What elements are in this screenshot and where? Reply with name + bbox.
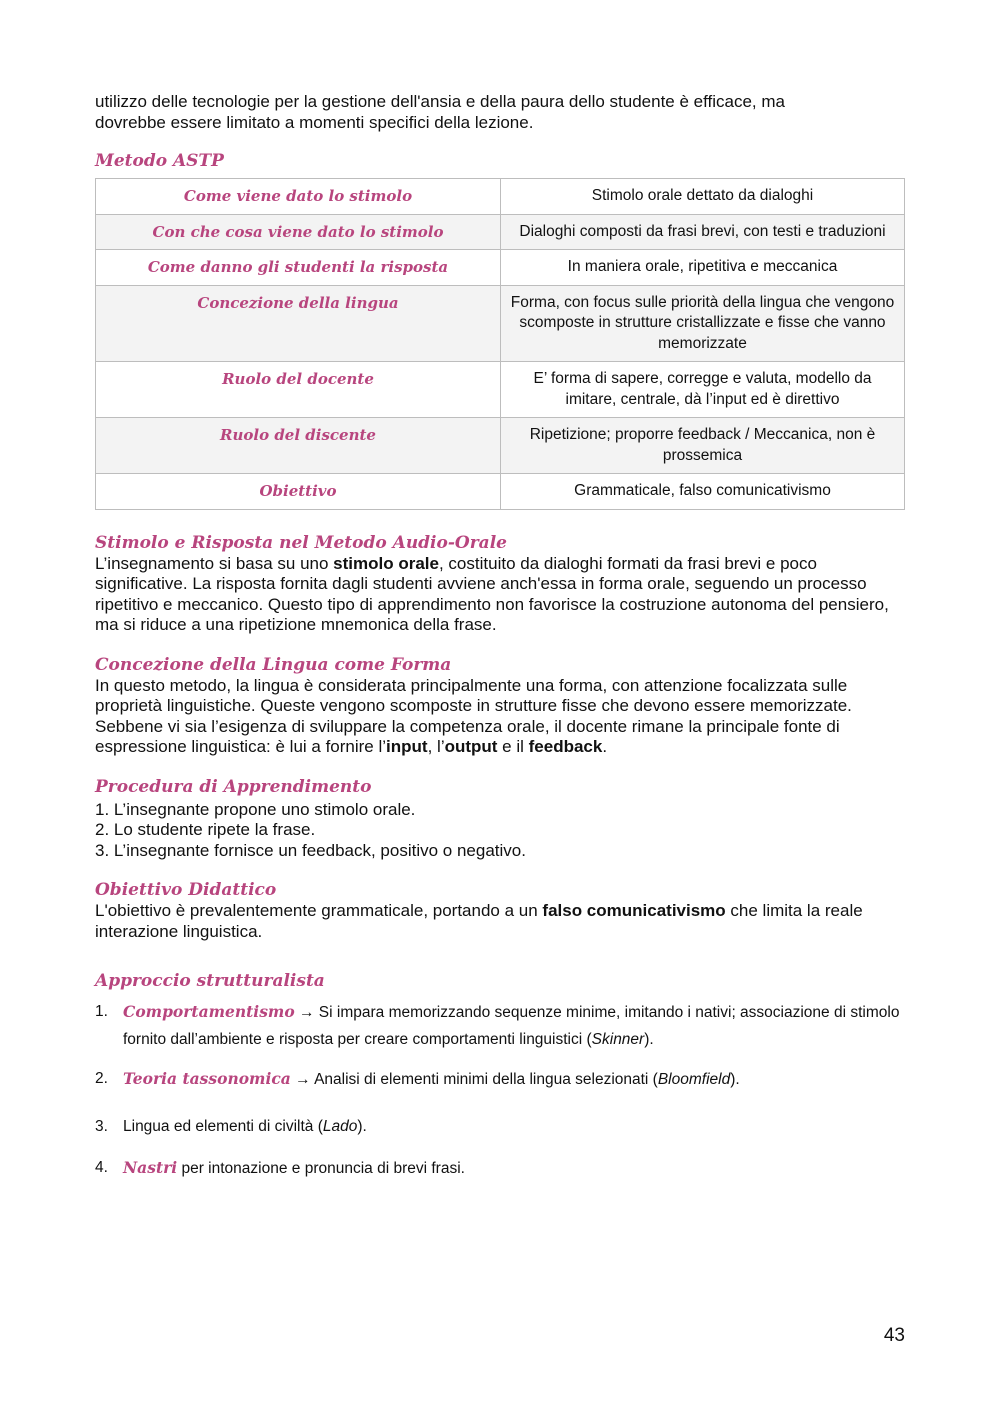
text-run: Analisi di elementi minimi della lingua selezionati (: [314, 1071, 658, 1088]
bold-term: stimolo orale: [333, 553, 439, 573]
astp-table: [95, 178, 905, 510]
italic-name: Bloomfield: [657, 1071, 731, 1088]
table-value: Stimolo orale dettato da dialoghi: [501, 179, 905, 215]
list-item: 2. Lo studente ripete la frase.: [95, 820, 316, 839]
text-run: L’insegnamento si basa su uno: [95, 553, 334, 573]
table-value: Grammaticale, falso comunicativismo: [501, 474, 905, 510]
text-run: ).: [730, 1071, 740, 1088]
italic-name: Lado: [322, 1118, 358, 1135]
concezione-paragraph: [95, 676, 905, 758]
table-row: [96, 214, 905, 250]
list-item: [95, 1154, 905, 1182]
list-item: 3. L’insegnante fornisce un feedback, positivo o negativo.: [95, 840, 526, 860]
list-item: [95, 1065, 905, 1093]
approccio-heading: Approccio strutturalista: [95, 971, 325, 991]
table-row: [96, 285, 905, 362]
intro-line-1: utilizzo delle tecnologie per la gestione dell'ansia e della paura dello studente è efficace, ma: [95, 92, 785, 111]
text-run: che limita la reale interazione linguistica.: [95, 901, 863, 941]
bold-term: output: [444, 737, 498, 756]
text-run: e il: [497, 737, 529, 756]
table-key: Come danno gli studenti la risposta: [96, 250, 501, 286]
procedura-heading: Procedura di Apprendimento: [95, 776, 372, 797]
handwritten-term: Teoria tassonomica: [123, 1069, 291, 1088]
handwritten-term: Nastri: [123, 1158, 178, 1177]
text-run: Si impara memorizzando sequenze minime, imitando i nativi; associazione di stimolo fornito dall’ambiente e risposta per creare comportamenti linguistici (: [123, 1004, 900, 1048]
text-run: L'obiettivo è prevalentemente grammaticale, portando a un: [95, 901, 543, 920]
intro-line-2: dovrebbe essere limitato a momenti specifici della lezione.: [95, 112, 534, 132]
intro-paragraph: [95, 92, 905, 133]
handwritten-term: Comportamentismo: [123, 1002, 295, 1021]
bold-term: feedback: [528, 737, 603, 756]
table-key: Obiettivo: [96, 474, 501, 510]
table-row: [96, 474, 905, 510]
obiettivo-paragraph: [95, 901, 905, 942]
list-number: 3.: [95, 1118, 108, 1135]
text-run: ).: [644, 1031, 654, 1048]
obiettivo-heading: Obiettivo Didattico: [95, 880, 277, 900]
arrow-icon: →: [294, 1004, 319, 1021]
list-number: 4.: [95, 1159, 108, 1176]
approccio-list: [95, 998, 905, 1182]
text-run: , l’: [427, 737, 445, 756]
table-key: Con che cosa viene dato lo stimolo: [96, 214, 501, 250]
text-run: Lingua ed elementi di civiltà (: [123, 1118, 323, 1135]
table-value: Dialoghi composti da frasi brevi, con testi e traduzioni: [501, 214, 905, 250]
page-content: [95, 92, 905, 1182]
list-number: 2.: [95, 1070, 108, 1087]
table-key: Ruolo del docente: [96, 362, 501, 418]
table-row: [96, 418, 905, 474]
table-value: E’ forma di sapere, corregge e valuta, modello da imitare, centrale, dà l’input ed è direttivo: [501, 362, 905, 418]
italic-name: Skinner: [591, 1031, 645, 1048]
concezione-heading: Concezione della Lingua come Forma: [95, 654, 452, 675]
table-key: Come viene dato lo stimolo: [96, 179, 501, 215]
table-value: In maniera orale, ripetitiva e meccanica: [501, 250, 905, 286]
table-row: [96, 179, 905, 215]
stimolo-heading: Stimolo e Risposta nel Metodo Audio-Orale: [95, 532, 507, 553]
list-item: 1. L’insegnante propone uno stimolo orale.: [95, 799, 416, 819]
list-item: [95, 1113, 905, 1140]
text-run: .: [602, 737, 608, 756]
bold-term: input: [386, 737, 428, 756]
arrow-icon: →: [290, 1071, 315, 1088]
table-row: [96, 250, 905, 286]
list-item: [95, 998, 905, 1053]
procedura-list: [95, 800, 905, 862]
astp-heading: Metodo ASTP: [95, 151, 224, 171]
page-number: 43: [883, 1325, 905, 1346]
text-run: In questo metodo, la lingua è considerata principalmente una forma, con attenzione focalizzata sulle proprietà linguistiche. Queste vengono scomposte in strutture fisse che devono essere memorizzate. Sebbene vi sia l’esigenza di sviluppare la competenza orale, il docente rimane la principale fonte di espressione linguistica: è lui a fornire l’: [95, 675, 852, 756]
text-run: , costituito da dialoghi formati da frasi brevi e poco significative. La risposta fornita dagli studenti avviene anch'essa in forma orale, seguendo un processo ripetitivo e meccanico. Questo tipo di apprendimento non favorisce la costruzione autonoma del pensiero, ma si riduce a una ripetizione mnemonica della frase.: [95, 553, 889, 634]
list-number: 1.: [95, 1003, 108, 1020]
table-key: Ruolo del discente: [96, 418, 501, 474]
text-run: per intonazione e pronuncia di brevi frasi.: [181, 1160, 465, 1177]
stimolo-paragraph: [95, 554, 905, 636]
bold-term: falso comunicativismo: [542, 901, 726, 920]
text-run: ).: [357, 1118, 367, 1135]
table-key: Concezione della lingua: [96, 285, 501, 362]
table-value: Forma, con focus sulle priorità della lingua che vengono scomposte in strutture cristallizzate e fisse che vanno memorizzate: [501, 285, 905, 362]
table-row: [96, 362, 905, 418]
table-value: Ripetizione; proporre feedback / Meccanica, non è prossemica: [501, 418, 905, 474]
